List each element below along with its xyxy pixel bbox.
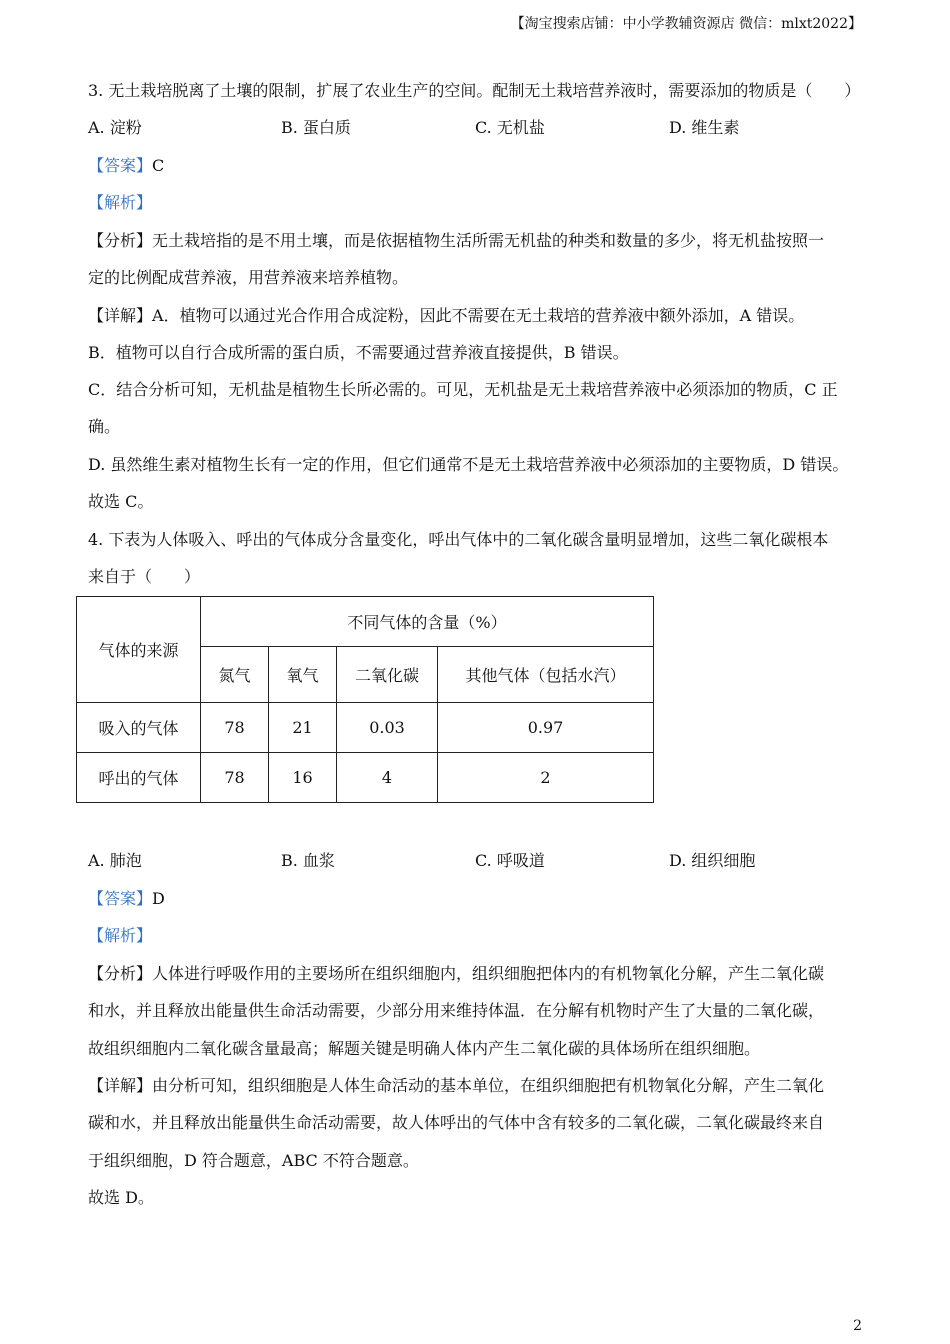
table-row bbox=[77, 753, 654, 803]
table-cell: 78 bbox=[201, 753, 269, 803]
q3-option-a: A. 淀粉 bbox=[88, 118, 142, 137]
table-col-nitrogen: 氮气 bbox=[201, 647, 269, 703]
q3-fenxi-line-1 bbox=[88, 230, 824, 252]
q4-answer: D bbox=[152, 889, 165, 908]
q3-xiangjie-text-a: A．植物可以通过光合作用合成淀粉，因此不需要在无土栽培的营养液中额外添加，A 错误。 bbox=[152, 306, 805, 325]
q3-option-d: D. 维生素 bbox=[669, 118, 740, 137]
q3-conclusion: 故选 C。 bbox=[88, 492, 154, 511]
table-cell: 16 bbox=[269, 753, 337, 803]
q4-option-c: C. 呼吸道 bbox=[475, 851, 545, 870]
table-row-label: 吸入的气体 bbox=[77, 703, 201, 753]
table-cell: 2 bbox=[438, 753, 654, 803]
q3-answer-line bbox=[88, 155, 164, 177]
q4-fenxi-tag: 【分析】 bbox=[88, 964, 153, 983]
q3-xiangjie-tag: 【详解】 bbox=[88, 306, 153, 325]
q4-fenxi-text-1: 人体进行呼吸作用的主要场所在组织细胞内，组织细胞把体内的有机物氧化分解，产生二氧化碳 bbox=[152, 964, 825, 983]
question-4-stem-2: 来自于（ ） bbox=[88, 567, 201, 586]
table-cell: 21 bbox=[269, 703, 337, 753]
table-group-header: 不同气体的含量（%） bbox=[201, 597, 654, 647]
q4-answer-tag: 【答案】 bbox=[88, 889, 153, 908]
table-col-other: 其他气体（包括水汽） bbox=[438, 647, 654, 703]
q4-option-b: B. 血浆 bbox=[281, 851, 335, 870]
q4-fenxi-line-2: 和水，并且释放出能量供生命活动需要，少部分用来维持体温．在分解有机物时产生了大量的二氧化碳， bbox=[88, 1001, 825, 1020]
page-number: 2 bbox=[853, 1318, 862, 1334]
q3-line-c-1: C．结合分析可知，无机盐是植物生长所必需的。可见，无机盐是无土栽培营养液中必须添加的物质，C 正 bbox=[88, 380, 838, 399]
question-4-stem-1: 4. 下表为人体吸入、呼出的气体成分含量变化，呼出气体中的二氧化碳含量明显增加，这些二氧化碳根本 bbox=[88, 530, 829, 549]
q4-option-a: A. 肺泡 bbox=[88, 851, 142, 870]
question-3-stem: 3. 无土栽培脱离了土壤的限制，扩展了农业生产的空间。配制无土栽培营养液时，需要添加的物质是（ ） bbox=[88, 81, 861, 100]
table-source-header: 气体的来源 bbox=[77, 597, 201, 703]
q3-xiangjie-line-a bbox=[88, 305, 804, 327]
table-row bbox=[77, 703, 654, 753]
q3-fenxi-text-1: 无土栽培指的是不用土壤，而是依据植物生活所需无机盐的种类和数量的多少，将无机盐按照一 bbox=[152, 231, 825, 250]
q3-answer-tag: 【答案】 bbox=[88, 156, 153, 175]
gas-composition-table bbox=[76, 596, 654, 803]
table-col-co2: 二氧化碳 bbox=[337, 647, 438, 703]
q3-fenxi-tag: 【分析】 bbox=[88, 231, 153, 250]
q4-xiangjie-tag: 【详解】 bbox=[88, 1076, 153, 1095]
q4-xiangjie-line-1 bbox=[88, 1075, 824, 1097]
q3-line-c-2: 确。 bbox=[88, 417, 121, 436]
q3-answer: C bbox=[152, 156, 165, 175]
q3-line-d: D. 虽然维生素对植物生长有一定的作用，但它们通常不是无土栽培营养液中必须添加的主要物质，D 错误。 bbox=[88, 455, 849, 474]
q4-xiangjie-text-1: 由分析可知，组织细胞是人体生命活动的基本单位，在组织细胞把有机物氧化分解，产生二氧化 bbox=[152, 1076, 825, 1095]
q4-analysis-tag: 【解析】 bbox=[88, 926, 153, 945]
table-col-oxygen: 氧气 bbox=[269, 647, 337, 703]
q3-line-b: B．植物可以自行合成所需的蛋白质，不需要通过营养液直接提供，B 错误。 bbox=[88, 343, 629, 362]
q4-fenxi-line-3: 故组织细胞内二氧化碳含量最高；解题关键是明确人体内产生二氧化碳的具体场所在组织细胞。 bbox=[88, 1039, 761, 1058]
table-cell: 4 bbox=[337, 753, 438, 803]
q4-xiangjie-line-3: 于组织细胞，D 符合题意，ABC 不符合题意。 bbox=[88, 1151, 419, 1170]
q3-fenxi-line-2: 定的比例配成营养液，用营养液来培养植物。 bbox=[88, 268, 409, 287]
page-header: 【淘宝搜索店铺：中小学教辅资源店 微信：mlxt2022】 bbox=[510, 16, 862, 32]
q4-xiangjie-line-2: 碳和水，并且释放出能量供生命活动需要，故人体呼出的气体中含有较多的二氧化碳，二氧化碳最终来自 bbox=[88, 1113, 825, 1132]
table-row-label: 呼出的气体 bbox=[77, 753, 201, 803]
q3-analysis-tag: 【解析】 bbox=[88, 193, 153, 212]
q4-answer-line bbox=[88, 888, 165, 910]
q4-fenxi-line-1 bbox=[88, 963, 824, 985]
table-cell: 0.97 bbox=[438, 703, 654, 753]
q3-option-c: C. 无机盐 bbox=[475, 118, 545, 137]
q3-option-b: B. 蛋白质 bbox=[281, 118, 351, 137]
table-cell: 0.03 bbox=[337, 703, 438, 753]
q4-option-d: D. 组织细胞 bbox=[669, 851, 756, 870]
q4-conclusion: 故选 D。 bbox=[88, 1188, 154, 1207]
table-cell: 78 bbox=[201, 703, 269, 753]
